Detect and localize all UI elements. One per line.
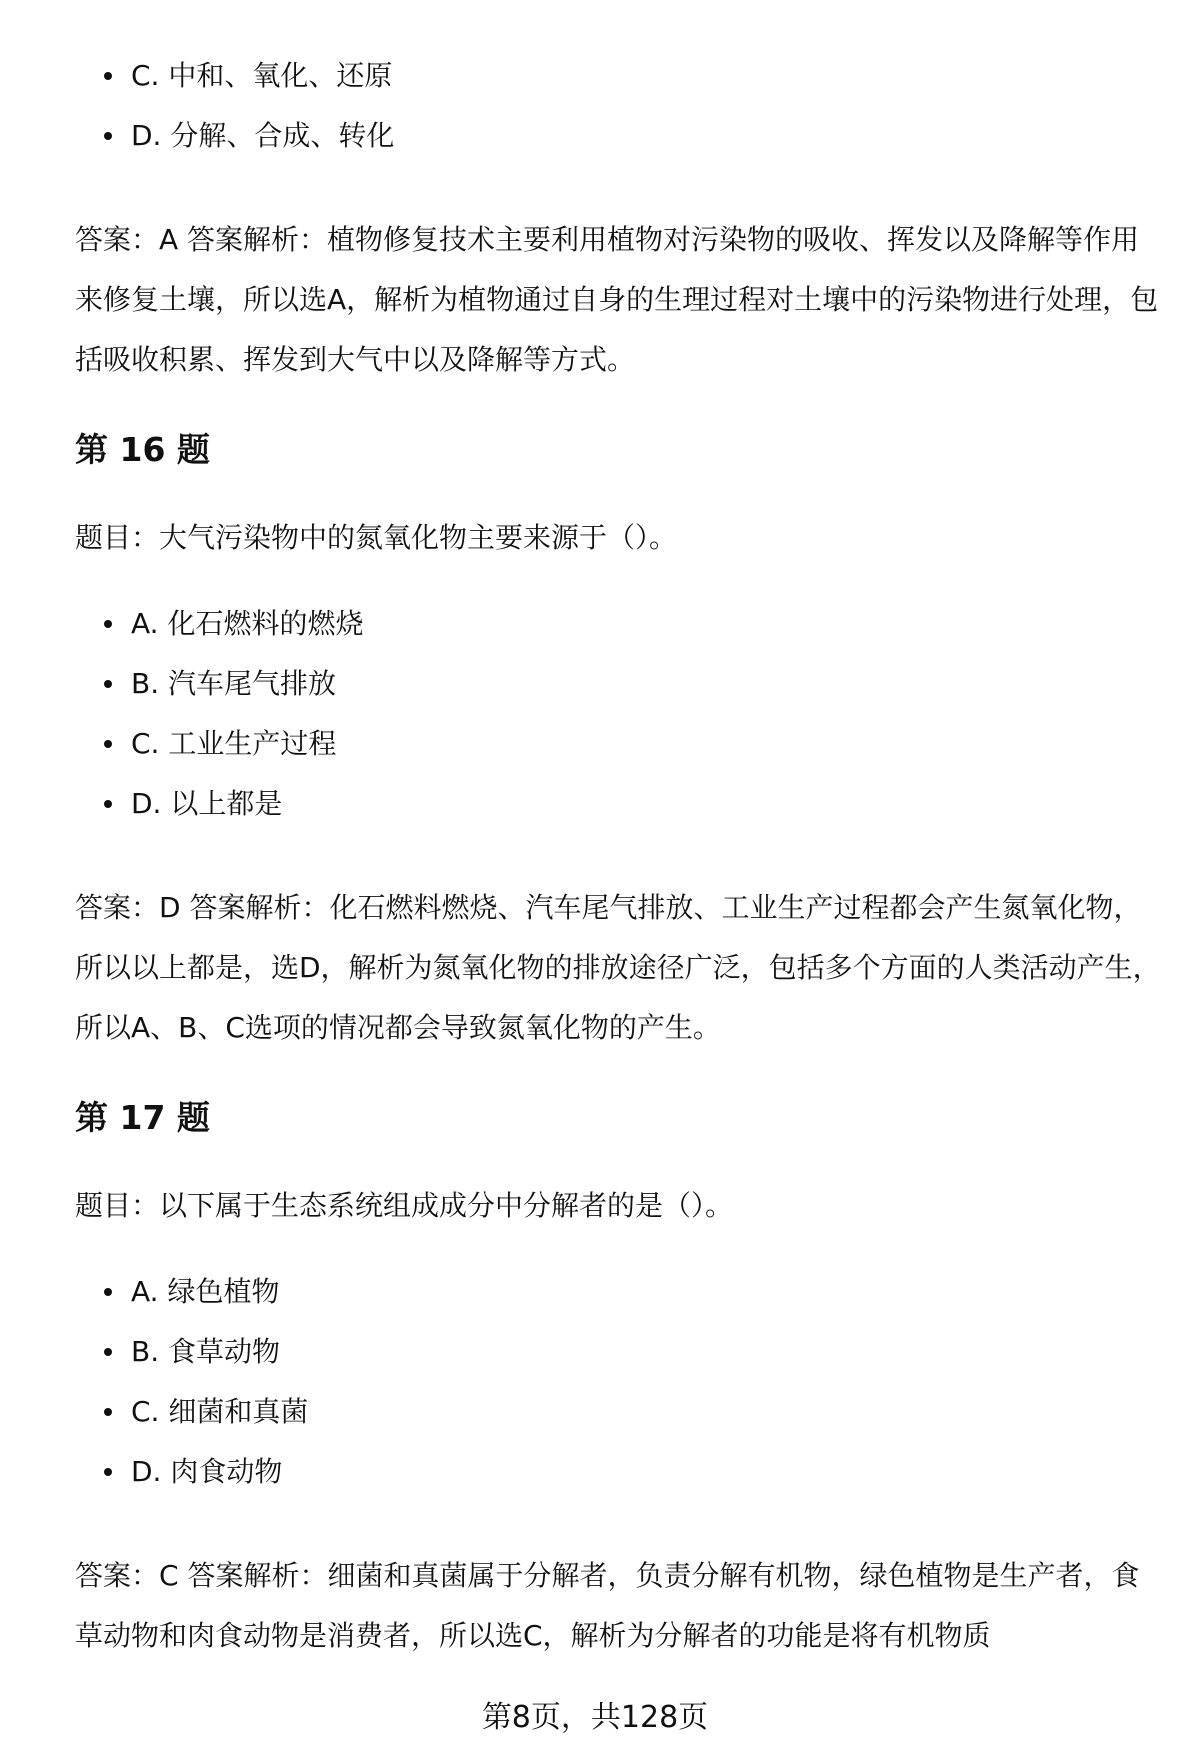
question-17-title: 第 17 题 xyxy=(75,1098,210,1137)
bullet-icon xyxy=(104,132,112,140)
option-item: C. 中和、氧化、还原 xyxy=(75,58,1165,118)
bullet-icon xyxy=(104,72,112,80)
option-item: D. 肉食动物 xyxy=(75,1454,1165,1514)
bullet-icon xyxy=(104,740,112,748)
bullet-icon xyxy=(104,800,112,808)
option-item: A. 绿色植物 xyxy=(75,1274,1165,1334)
bullet-icon xyxy=(104,1348,112,1356)
bullet-icon xyxy=(104,1408,112,1416)
option-item: B. 食草动物 xyxy=(75,1334,1165,1394)
bullet-icon xyxy=(104,680,112,688)
question-16-title: 第 16 题 xyxy=(75,430,210,469)
option-item: A. 化石燃料的燃烧 xyxy=(75,606,1165,666)
bullet-icon xyxy=(104,1468,112,1476)
prev-question-answer: 答案：A 答案解析：植物修复技术主要利用植物对污染物的吸收、挥发以及降解等作用来修复土壤，所以选A，解析为植物通过自身的生理过程对土壤中的污染物进行处理，包括吸收积累、挥发到大气中以及降解等方式。 xyxy=(75,223,1159,376)
question-16-options xyxy=(75,606,1165,846)
bullet-icon xyxy=(104,620,112,628)
question-17-answer: 答案：C 答案解析：细菌和真菌属于分解者，负责分解有机物，绿色植物是生产者，食草动物和肉食动物是消费者，所以选C，解析为分解者的功能是将有机物质 xyxy=(75,1559,1140,1652)
bullet-icon xyxy=(104,1288,112,1296)
option-item: D. 以上都是 xyxy=(75,786,1165,846)
question-16-answer: 答案：D 答案解析：化石燃料燃烧、汽车尾气排放、工业生产过程都会产生氮氧化物，所以以上都是，选D，解析为氮氧化物的排放途径广泛，包括多个方面的人类活动产生，所以A、B、C选项的情况都会导致氮氧化物的产生。 xyxy=(75,891,1161,1044)
option-item: C. 细菌和真菌 xyxy=(75,1394,1165,1454)
question-16-stem: 题目：大气污染物中的氮氧化物主要来源于（）。 xyxy=(75,521,678,554)
question-17-options xyxy=(75,1274,1165,1514)
page-content xyxy=(75,58,1165,1666)
question-17-stem: 题目：以下属于生态系统组成成分中分解者的是（）。 xyxy=(75,1189,734,1222)
option-item: B. 汽车尾气排放 xyxy=(75,666,1165,726)
page-number: 第8页，共128页 xyxy=(481,1700,709,1735)
option-item: D. 分解、合成、转化 xyxy=(75,118,1165,178)
option-item: C. 工业生产过程 xyxy=(75,726,1165,786)
prev-question-options xyxy=(75,58,1165,178)
